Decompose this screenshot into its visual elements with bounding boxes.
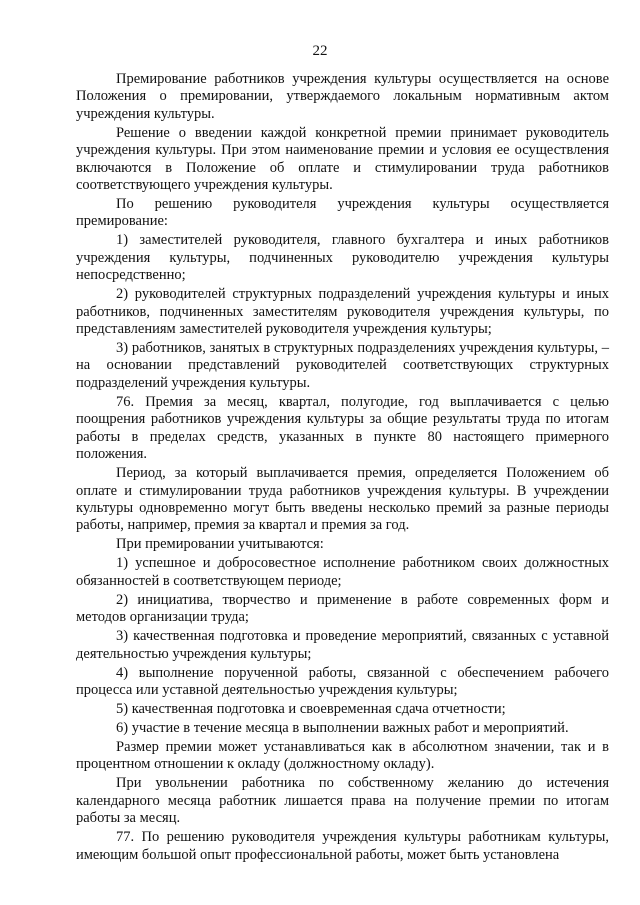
paragraph-dismissal: При увольнении работника по собственному желанию до истечения календарного месяца работник лишается права на получение премии по итогам работы за месяц. bbox=[76, 775, 609, 827]
list-item-criteria-2: 2) инициатива, творчество и применение в работе современных форм и методов организации труда; bbox=[76, 591, 609, 626]
paragraph-bonus-period: Период, за который выплачивается премия, определяется Положением об оплате и стимулировании труда работников учреждения культуры. В учреждении культуры одновременно могут быть введены несколько премий за разные периоды работы, например, премия за квартал и премия за год. bbox=[76, 465, 609, 534]
list-item-criteria-4: 4) выполнение порученной работы, связанной с обеспечением рабочего процесса или уставной деятельностью учреждения культуры; bbox=[76, 664, 609, 698]
list-item-criteria-6: 6) участие в течение месяца в выполнении важных работ и мероприятий. bbox=[116, 719, 569, 736]
paragraph-clause-76: 76. Премия за месяц, квартал, полугодие, год выплачивается с целью поощрения работников учреждения культуры за общие результаты труда по итогам работы в пределах средств, указанных в пункте 80 настоящего примерного положения. bbox=[76, 393, 609, 463]
document-body bbox=[76, 71, 609, 866]
paragraph-bonus-decision: Решение о введении каждой конкретной премии принимает руководитель учреждения культуры. При этом наименование премии и условия ее осуществления включаются в Положение об оплате и стимулировании труда работников соответствующего учреждения культуры. bbox=[76, 124, 609, 194]
list-item-unit-heads: 2) руководителей структурных подразделений учреждения культуры и иных работников, подчиненных заместителям руководителя учреждения культуры, по представлениям заместителей руководителя учреждения культуры; bbox=[76, 286, 609, 338]
paragraph-bonus-basis: Премирование работников учреждения культуры осуществляется на основе Положения о премировании, утверждаемого локальным нормативным актом учреждения культуры. bbox=[76, 71, 609, 122]
list-item-deputies: 1) заместителей руководителя, главного бухгалтера и иных работников учреждения культуры, подчиненных руководителю учреждения культуры непосредственно; bbox=[76, 232, 609, 284]
paragraph-criteria-intro: При премировании учитываются: bbox=[116, 536, 324, 553]
paragraph-head-decision: По решению руководителя учреждения культуры осуществляется премирование: bbox=[76, 196, 609, 230]
paragraph-clause-77: 77. По решению руководителя учреждения культуры работникам культуры, имеющим большой опыт профессиональной работы, может быть установлена bbox=[76, 829, 609, 863]
paragraph-bonus-size: Размер премии может устанавливаться как в абсолютном значении, так и в процентном отношении к окладу (должностному окладу). bbox=[76, 738, 609, 773]
list-item-criteria-5: 5) качественная подготовка и своевременная сдача отчетности; bbox=[116, 700, 506, 717]
page-number: 22 bbox=[312, 43, 328, 59]
list-item-criteria-3: 3) качественная подготовка и проведение мероприятий, связанных с уставной деятельностью учреждения культуры; bbox=[76, 628, 609, 662]
list-item-unit-staff: 3) работников, занятых в структурных подразделениях учреждения культуры, – на основании представлений руководителей соответствующих структурных подразделений учреждения культуры. bbox=[76, 340, 609, 391]
list-item-criteria-1: 1) успешное и добросовестное исполнение работником своих должностных обязанностей в соответствующем периоде; bbox=[76, 555, 609, 589]
